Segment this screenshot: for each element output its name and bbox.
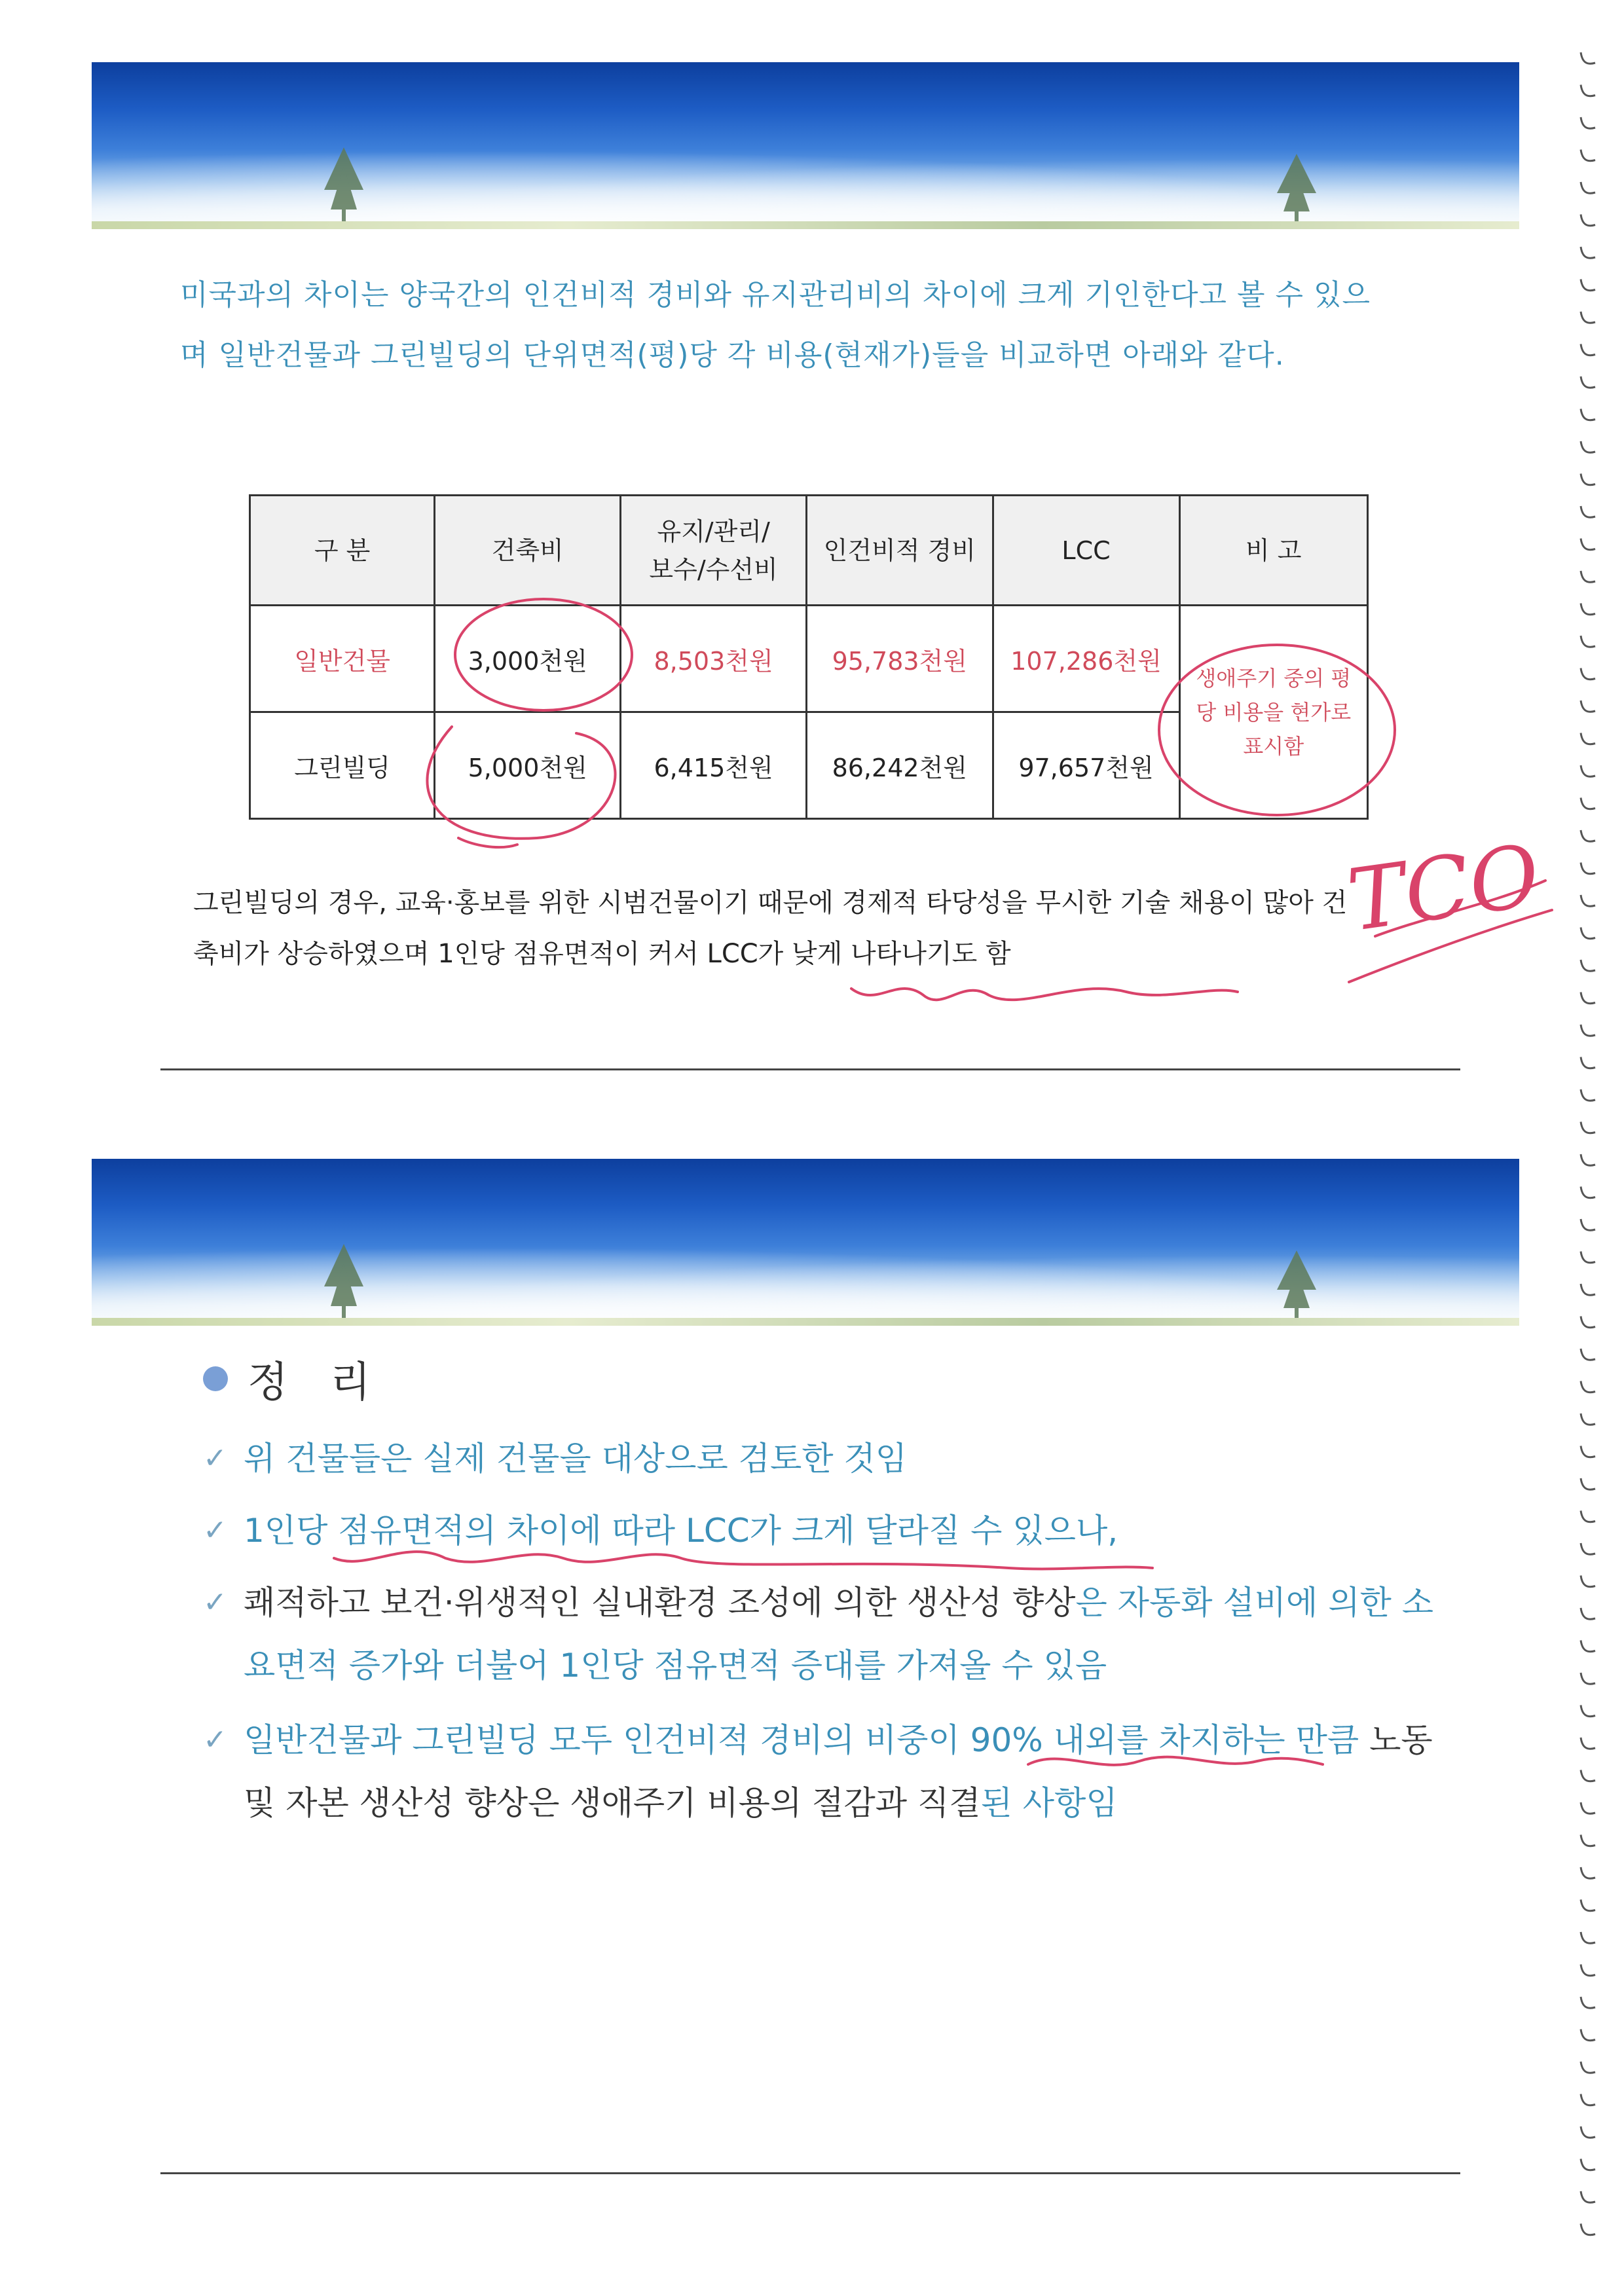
section-banner — [92, 1159, 1519, 1326]
check-icon: ✓ — [203, 1586, 227, 1619]
circle-mark — [458, 838, 517, 847]
tco-handwriting: TCO — [1342, 825, 1546, 951]
cell-construction: 3,000천원 — [435, 606, 621, 712]
header-note: 비 고 — [1179, 496, 1367, 606]
cell-note — [1179, 606, 1367, 819]
tree-icon — [92, 62, 1519, 229]
summary-title: 정 리 — [248, 1358, 385, 1407]
divider — [160, 2172, 1460, 2174]
summary-text-emphasis: 쾌적하고 보건·위생적인 실내환경 조성에 의한 생산성 향상 — [244, 1584, 1076, 1622]
header-labor: 인건비적 경비 — [807, 496, 993, 606]
summary-text: 1인당 점유면적의 차이에 따라 LCC가 크게 달라질 수 있으나, — [244, 1512, 1118, 1550]
spiral-binding — [1566, 39, 1606, 2265]
intro-paragraph: 미국과의 차이는 양국간의 인건비적 경비와 유지관리비의 차이에 크게 기인한다고 볼 수 있으며 일반건물과 그린빌딩의 단위면적(평)당 각 비용(현재가)들을 비교하면 아래와 같다. — [180, 278, 1371, 372]
cell-lcc: 107,286천원 — [993, 606, 1179, 712]
cell-lcc: 97,657천원 — [993, 712, 1179, 819]
check-icon: ✓ — [203, 1514, 227, 1547]
tco-stroke — [1349, 910, 1552, 982]
row-label: 그린빌딩 — [250, 712, 435, 819]
header-construction: 건축비 — [435, 496, 621, 606]
cell-construction: 5,000천원 — [435, 712, 621, 819]
table-row — [250, 606, 1368, 712]
cell-maintenance: 6,415천원 — [621, 712, 807, 819]
check-icon: ✓ — [203, 1723, 227, 1757]
cell-labor: 95,783천원 — [807, 606, 993, 712]
header-category: 구 분 — [250, 496, 435, 606]
header-lcc: LCC — [993, 496, 1179, 606]
summary-text: 된 사항임 — [980, 1784, 1118, 1822]
bullet-icon — [203, 1366, 228, 1391]
header-banner — [92, 62, 1519, 229]
cell-labor: 86,242천원 — [807, 712, 993, 819]
cost-comparison-table — [249, 494, 1369, 820]
note-text: 생애주기 중의 평당 비용을 현가로 표시함 — [1196, 665, 1352, 759]
tco-stroke — [1375, 881, 1545, 936]
row-label: 일반건물 — [250, 606, 435, 712]
check-icon: ✓ — [203, 1442, 227, 1475]
tree-icon — [92, 1159, 1519, 1326]
header-maintenance: 유지/관리/ 보수/수선비 — [621, 496, 807, 606]
table-header-row — [250, 496, 1368, 606]
summary-heading — [203, 1349, 385, 1409]
summary-text: 은 자동화 설비에 의한 소요면적 증가와 더불어 1인당 점유면적 증대를 가져올 수 있음 — [244, 1584, 1434, 1685]
summary-text-emphasis: 노동 및 자본 생산성 향상은 생애주기 비용의 절감과 직결 — [244, 1721, 1433, 1822]
summary-text: 일반건물과 그린빌딩 모두 인건비적 경비의 비중이 90% 내외를 차지하는 만큼 — [244, 1721, 1370, 1759]
wavy-underline — [851, 989, 1238, 1000]
summary-text: 위 건물들은 실제 건물을 대상으로 검토한 것임 — [244, 1440, 908, 1478]
cell-maintenance: 8,503천원 — [621, 606, 807, 712]
green-building-note: 그린빌딩의 경우, 교육·홍보를 위한 시범건물이기 때문에 경제적 타당성을 무시한 기술 채용이 많아 건축비가 상승하였으며 1인당 점유면적이 커서 LCC가 낮게 나타나기도 함 — [193, 888, 1348, 969]
divider — [160, 1068, 1460, 1070]
